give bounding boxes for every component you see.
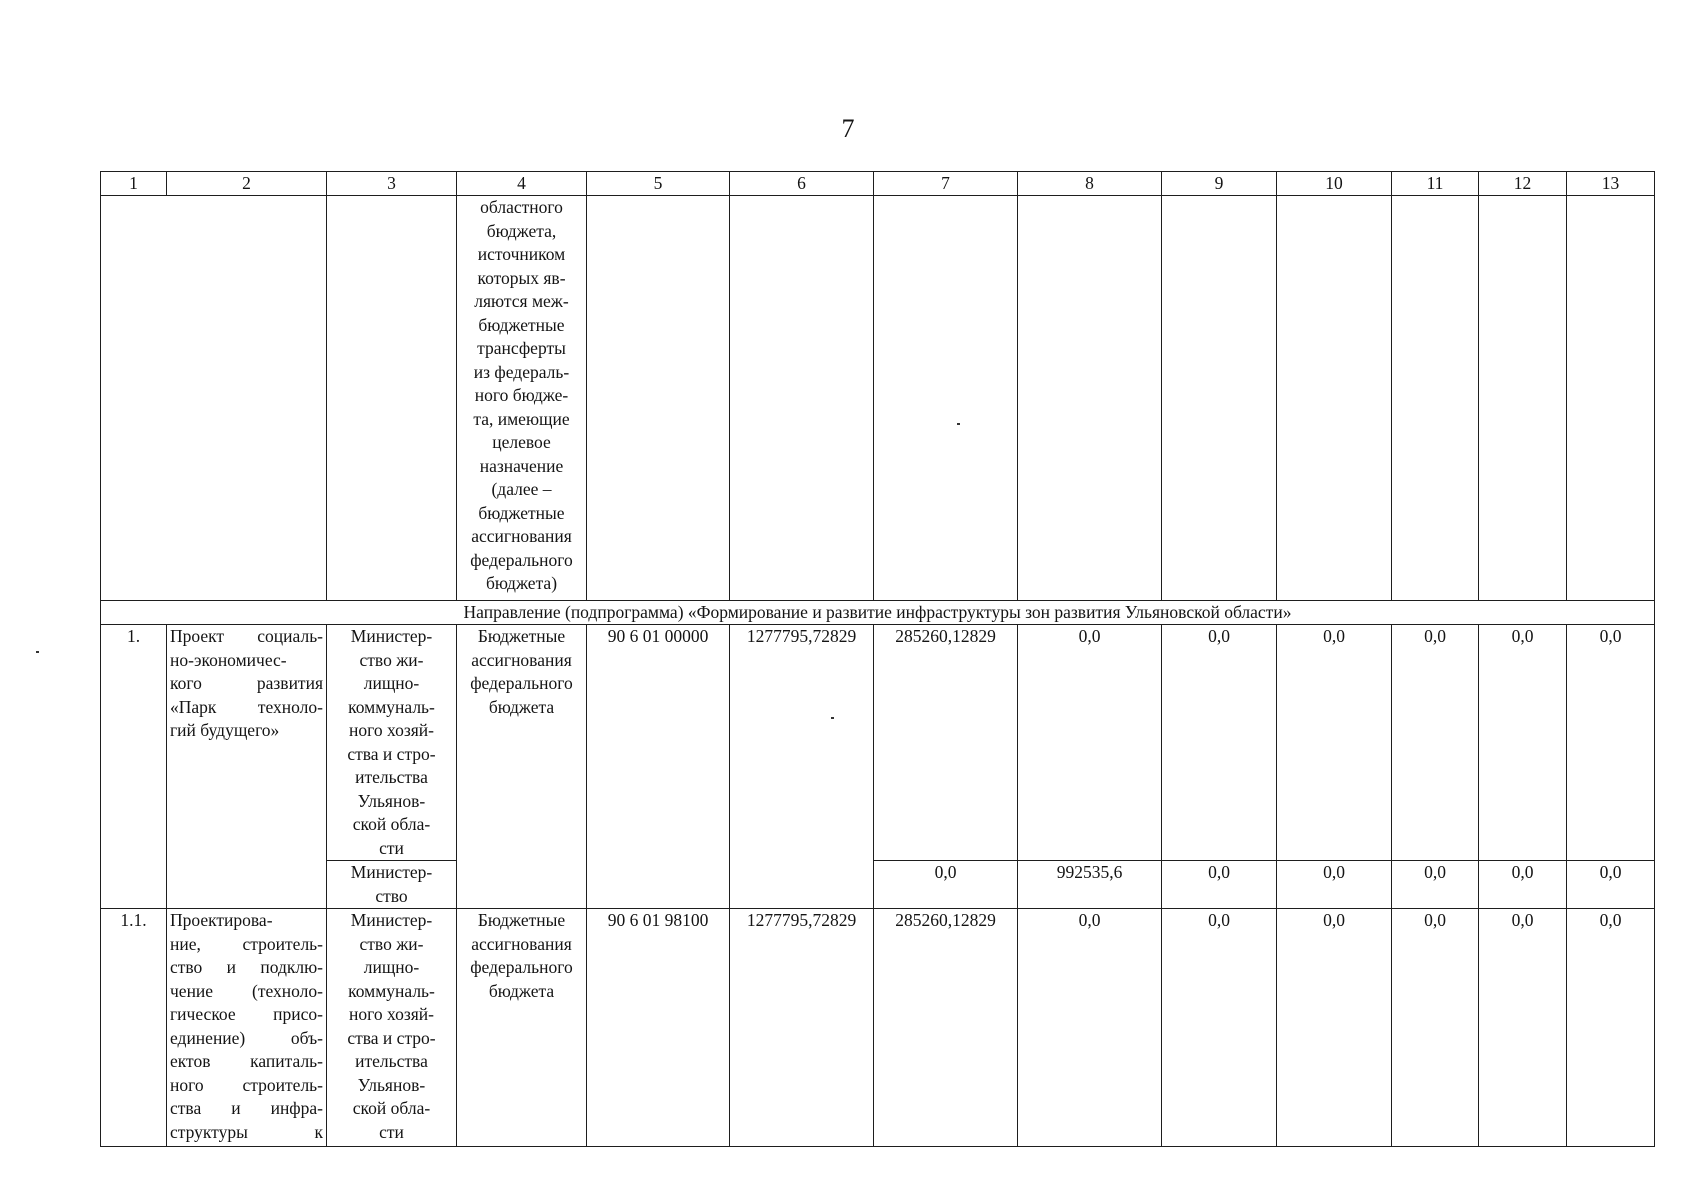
column-number-row	[101, 172, 1655, 196]
empty-cell	[1162, 196, 1277, 601]
subrow-value: 0,0	[1479, 861, 1567, 909]
table-row	[101, 909, 1655, 1147]
row-number: 1.	[101, 625, 167, 909]
subrow-executor: Министер- ство	[327, 861, 457, 909]
empty-cell	[1479, 196, 1567, 601]
column-number: 3	[327, 172, 457, 196]
empty-cell	[587, 196, 730, 601]
page-number: 7	[841, 114, 855, 143]
subrow-value: 0,0	[1567, 861, 1655, 909]
row-value: 0,0	[1392, 625, 1479, 861]
row-value: 0,0	[1479, 909, 1567, 1147]
column-number: 10	[1277, 172, 1392, 196]
budget-table	[100, 171, 1655, 1147]
row-value: 0,0	[1162, 625, 1277, 861]
column-number: 1	[101, 172, 167, 196]
column-number: 2	[167, 172, 327, 196]
row-source: Бюджетные ассигнования федерального бюджета	[457, 625, 587, 909]
row-total: 1277795,72829	[730, 625, 874, 909]
row-total: 1277795,72829	[730, 909, 874, 1147]
row-value: 0,0	[1162, 909, 1277, 1147]
column-number: 8	[1018, 172, 1162, 196]
row-executor: Министер- ство жи- лищно- коммуналь- ного хозяй- ства и стро- ительства Ульянов- ской обла- сти	[327, 625, 457, 861]
empty-cell	[1018, 196, 1162, 601]
row-code: 90 6 01 00000	[587, 625, 730, 909]
row-value: 0,0	[1479, 625, 1567, 861]
subrow-value: 0,0	[1162, 861, 1277, 909]
section-title: Направление (подпрограмма) «Формирование и развитие инфраструктуры зон развития Ульяновской области»	[101, 601, 1655, 625]
row-value: 0,0	[1277, 909, 1392, 1147]
subrow-value: 0,0	[1277, 861, 1392, 909]
row-value: 0,0	[1018, 909, 1162, 1147]
row-name: Проектирова- ние, строитель- ство и подклю- чение (техноло- гическое присо- единение) объ- ектов капиталь- ного строитель- ства и инфра- структуры к	[167, 909, 327, 1147]
subrow-value: 992535,6	[1018, 861, 1162, 909]
row-code: 90 6 01 98100	[587, 909, 730, 1147]
column-number: 6	[730, 172, 874, 196]
column-number: 13	[1567, 172, 1655, 196]
column-number: 7	[874, 172, 1018, 196]
empty-cell	[1277, 196, 1392, 601]
column-number: 9	[1162, 172, 1277, 196]
column-number: 12	[1479, 172, 1567, 196]
column-number: 4	[457, 172, 587, 196]
subrow-value: 0,0	[874, 861, 1018, 909]
row-value: 0,0	[1277, 625, 1392, 861]
row-number: 1.1.	[101, 909, 167, 1147]
empty-cell	[1392, 196, 1479, 601]
continuation-row	[101, 196, 1655, 601]
row-executor: Министер- ство жи- лищно- коммуналь- ного хозяй- ства и стро- ительства Ульянов- ской обла- сти	[327, 909, 457, 1147]
row-value: 0,0	[1018, 625, 1162, 861]
scan-speck	[36, 651, 39, 653]
empty-cell	[874, 196, 1018, 601]
continuation-source-cell: областного бюджета, источником которых яв- ляются меж- бюджетные трансферты из федераль- ного бюдже- та, имеющие целевое назначение (далее – бюджетные ассигнования федерального бюджета)	[457, 196, 587, 601]
row-value: 0,0	[1392, 909, 1479, 1147]
table-subrow	[101, 861, 1655, 909]
row-value: 0,0	[1567, 625, 1655, 861]
empty-cell	[1567, 196, 1655, 601]
row-value: 0,0	[1567, 909, 1655, 1147]
empty-cell	[327, 196, 457, 601]
subrow-value: 0,0	[1392, 861, 1479, 909]
row-source: Бюджетные ассигнования федерального бюджета	[457, 909, 587, 1147]
empty-cell	[101, 196, 327, 601]
row-value: 285260,12829	[874, 909, 1018, 1147]
row-name: Проект социаль- но-экономичес- кого развития «Парк техноло- гий будущего»	[167, 625, 327, 909]
column-number: 11	[1392, 172, 1479, 196]
empty-cell	[730, 196, 874, 601]
table-row	[101, 625, 1655, 861]
row-value: 285260,12829	[874, 625, 1018, 861]
column-number: 5	[587, 172, 730, 196]
section-row	[101, 601, 1655, 625]
